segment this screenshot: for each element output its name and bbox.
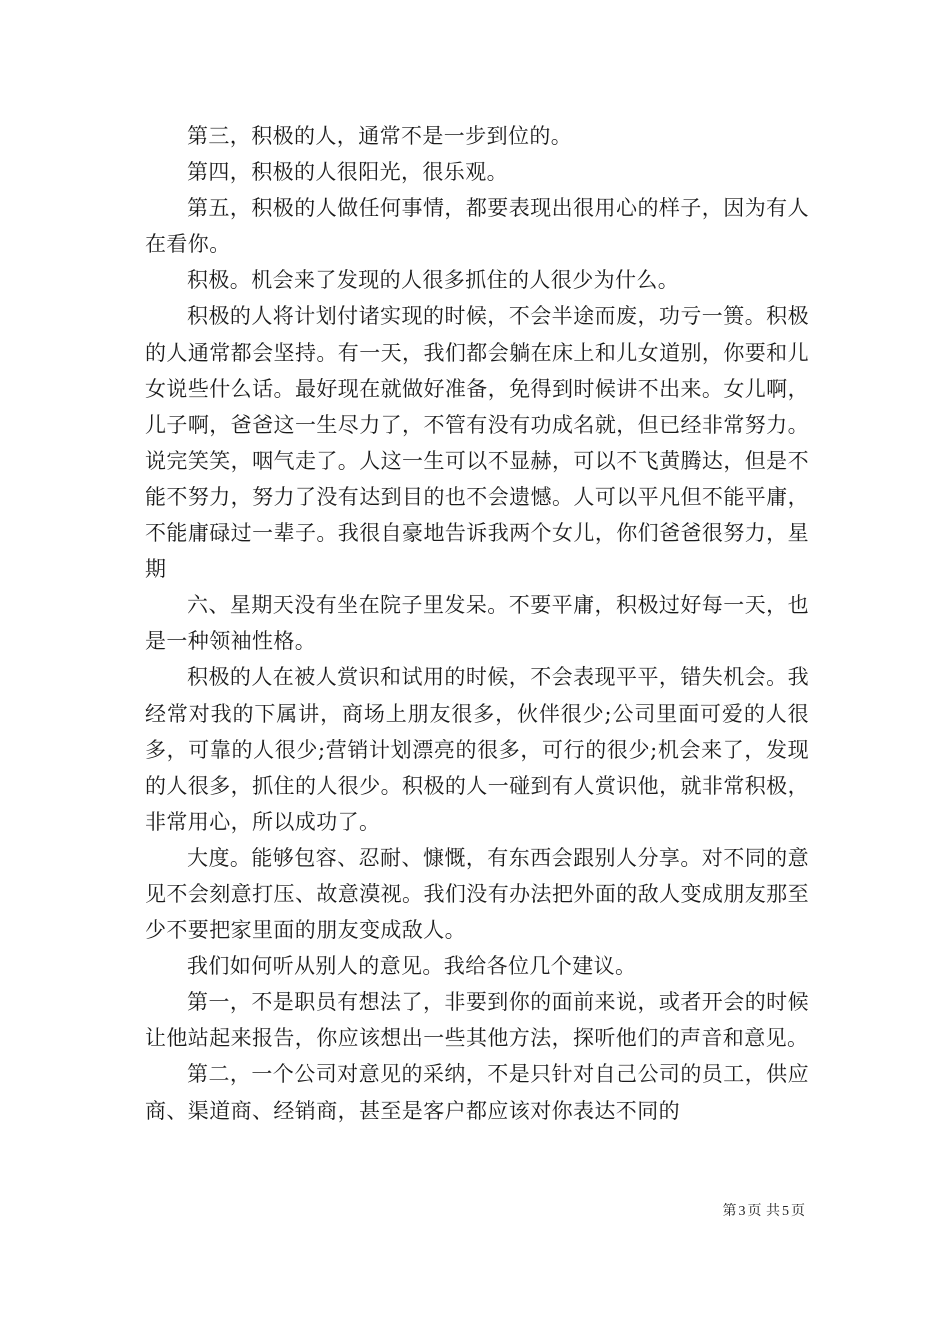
paragraph-11: 第二，一个公司对意见的采纳，不是只针对自己公司的员工，供应商、渠道商、经销商，甚至是客户都应该对你表达不同的	[145, 1062, 809, 1123]
paragraph-6: 六、星期天没有坐在院子里发呆。不要平庸，积极过好每一天，也是一种领袖性格。	[145, 593, 809, 654]
footer-suffix: 页	[791, 1203, 805, 1219]
paragraph-8: 大度。能够包容、忍耐、慷慨，有东西会跟别人分享。对不同的意见不会刻意打压、故意漠视。我们没有办法把外面的敌人变成朋友那至少不要把家里面的朋友变成敌人。	[145, 845, 809, 943]
paragraph-10: 第一，不是职员有想法了，非要到你的面前来说，或者开会的时候让他站起来报告，你应该想出一些其他方法，探听他们的声音和意见。	[145, 990, 809, 1051]
paragraph-1: 第三，积极的人，通常不是一步到位的。	[187, 124, 573, 148]
paragraph-7: 积极的人在被人赏识和试用的时候，不会表现平平，错失机会。我经常对我的下属讲，商场上朋友很多，伙伴很少;公司里面可爱的人很多，可靠的人很少;营销计划漂亮的很多，可行的很少;机会来了，发现的人很多，抓住的人很少。积极的人一碰到有人赏识他，就非常积极，非常用心，所以成功了。	[145, 665, 809, 834]
footer-prefix: 第	[722, 1203, 737, 1219]
paragraph-5: 积极的人将计划付诸实现的时候，不会半途而废，功亏一篑。积极的人通常都会坚持。有一天，我们都会躺在床上和儿女道别，你要和儿女说些什么话。最好现在就做好准备，免得到时候讲不出来。女儿啊，儿子啊，爸爸这一生尽力了，不管有没有功成名就，但已经非常努力。说完笑笑，咽气走了。人这一生可以不显赫，可以不飞黄腾达，但是不能不努力，努力了没有达到目的也不会遗憾。人可以平凡但不能平庸，不能庸碌过一辈子。我很自豪地告诉我两个女儿，你们爸爸很努力，星期	[145, 304, 809, 582]
body-text	[145, 118, 809, 1129]
paragraph-9: 我们如何听从别人的意见。我给各位几个建议。	[187, 954, 637, 979]
paragraph-4: 积极。机会来了发现的人很多抓住的人很少为什么。	[187, 268, 680, 293]
footer-total-pages: 5	[782, 1204, 789, 1219]
page-number-footer	[723, 1200, 805, 1220]
paragraph-2: 第四，积极的人很阳光，很乐观。	[187, 160, 508, 185]
paragraph-3: 第五，积极的人做任何事情，都要表现出很用心的样子，因为有人在看你。	[145, 196, 809, 257]
footer-middle: 页 共	[747, 1203, 780, 1219]
footer-current-page: 3	[738, 1204, 746, 1219]
